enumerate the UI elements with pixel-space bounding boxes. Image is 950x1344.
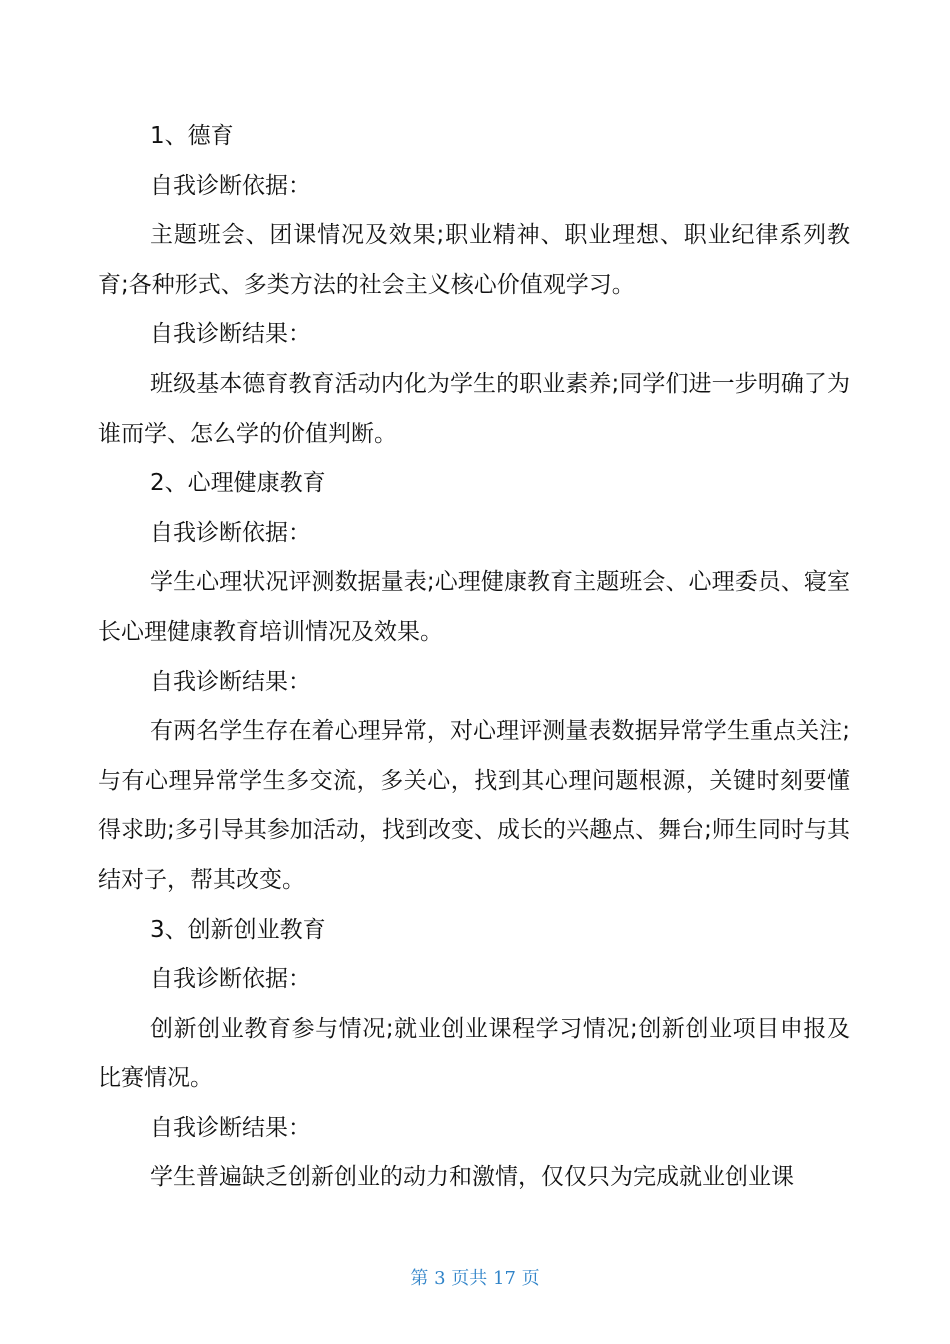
document-body (98, 112, 850, 1203)
paragraph: 学生心理状况评测数据量表;心理健康教育主题班会、心理委员、寝室长心理健康教育培训情况及效果。 (98, 569, 850, 645)
diagnosis-result-label: 自我诊断结果： (150, 1114, 311, 1141)
section-heading-innovation: 3、创新创业教育 (150, 916, 326, 943)
page-number-footer: 第 3 页共 17 页 (410, 1268, 540, 1289)
diagnosis-result-label: 自我诊断结果： (150, 321, 311, 348)
paragraph: 班级基本德育教育活动内化为学生的职业素养;同学们进一步明确了为谁而学、怎么学的价值判断。 (98, 370, 850, 447)
paragraph: 主题班会、团课情况及效果;职业精神、职业理想、职业纪律系列教育;各种形式、多类方法的社会主义核心价值观学习。 (98, 222, 850, 298)
diagnosis-basis-label: 自我诊断依据： (150, 519, 311, 546)
paragraph: 学生普遍缺乏创新创业的动力和激情，仅仅只为完成就业创业课 (150, 1164, 794, 1191)
paragraph: 有两名学生存在着心理异常，对心理评测量表数据异常学生重点关注;与有心理异常学生多交流，多关心，找到其心理问题根源，关键时刻要懂得求助;多引导其参加活动，找到改变、成长的兴趣点、舞台;师生同时与其结对子，帮其改变。 (98, 718, 850, 893)
section-heading-mental-health: 2、心理健康教育 (150, 470, 326, 497)
diagnosis-basis-label: 自我诊断依据： (150, 966, 311, 993)
section-heading-moral: 1、德育 (150, 123, 234, 149)
diagnosis-result-label: 自我诊断结果： (150, 668, 311, 695)
diagnosis-basis-label: 自我诊断依据： (150, 172, 311, 199)
paragraph: 创新创业教育参与情况;就业创业课程学习情况;创新创业项目申报及比赛情况。 (98, 1015, 850, 1092)
